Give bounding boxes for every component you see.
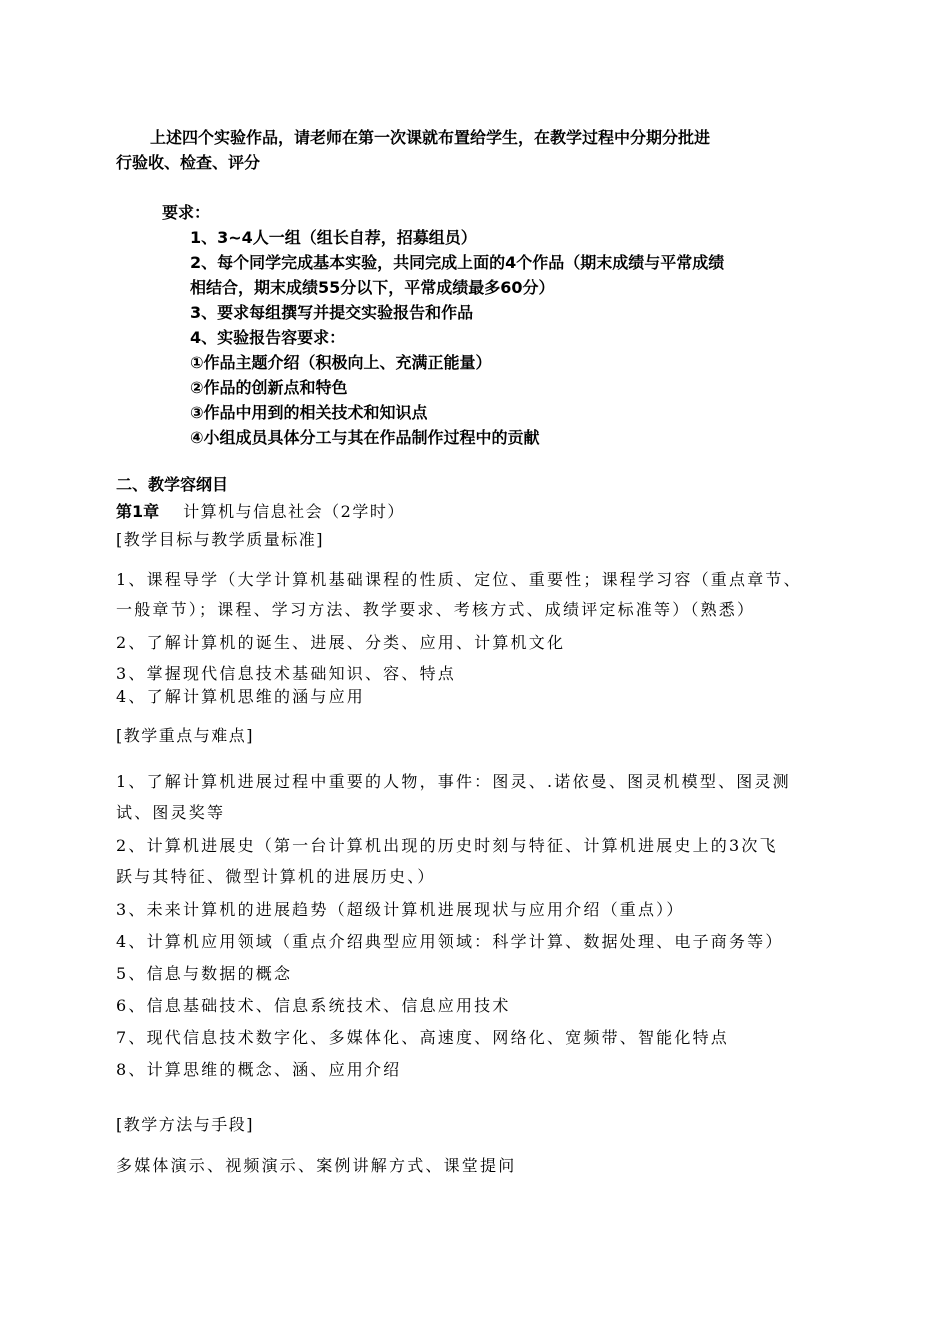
- objectives-line-2: 一般章节）；课程、学习方法、教学要求、考核方式、成绩评定标准等）（熟悉）: [116, 600, 756, 619]
- requirement-item-2: 2、每个同学完成基本实验，共同完成上面的4个作品（期末成绩与平常成绩: [190, 253, 725, 272]
- objectives-heading: [教学目标与教学质量标准]: [116, 530, 324, 549]
- report-item-3: ③作品中用到的相关技术和知识点: [190, 403, 428, 422]
- keypoints-line-4: 跃与其特征、微型计算机的进展历史、）: [116, 867, 436, 886]
- requirement-item-1: 1、3~4人一组（组长自荐，招募组员）: [190, 228, 477, 247]
- chapter-heading: [116, 500, 405, 524]
- requirement-item-4: 4、实验报告容要求：: [190, 328, 346, 347]
- keypoints-line-8: 6、信息基础技术、信息系统技术、信息应用技术: [116, 996, 511, 1015]
- requirement-item-2-cont: 相结合，期末成绩55分以下，平常成绩最多60分）: [190, 278, 555, 297]
- keypoints-line-7: 5、信息与数据的概念: [116, 964, 293, 983]
- keypoints-line-6: 4、计算机应用领域（重点介绍典型应用领域：科学计算、数据处理、电子商务等）: [116, 932, 784, 951]
- keypoints-heading: [教学重点与难点]: [116, 726, 254, 745]
- requirement-item-3: 3、要求每组撰写并提交实验报告和作品: [190, 303, 474, 322]
- requirements-heading: 要求：: [162, 203, 211, 222]
- keypoints-line-10: 8、计算思维的概念、涵、应用介绍: [116, 1060, 402, 1079]
- methods-text: 多媒体演示、视频演示、案例讲解方式、课堂提问: [116, 1156, 517, 1175]
- chapter-title: 计算机与信息社会（2学时）: [183, 502, 405, 521]
- keypoints-line-9: 7、现代信息技术数字化、多媒体化、高速度、网络化、宽频带、智能化特点: [116, 1028, 729, 1047]
- intro-line-1: 上述四个实验作品，请老师在第一次课就布置给学生，在教学过程中分期分批进: [150, 128, 711, 147]
- objectives-line-1: 1、课程导学（大学计算机基础课程的性质、定位、重要性；课程学习容（重点章节、: [116, 570, 802, 589]
- report-item-4: ④小组成员具体分工与其在作品制作过程中的贡献: [190, 428, 540, 447]
- keypoints-line-3: 2、计算机进展史（第一台计算机出现的历史时刻与特征、计算机进展史上的3次飞: [116, 836, 778, 855]
- methods-heading: [教学方法与手段]: [116, 1115, 254, 1134]
- report-item-2: ②作品的创新点和特色: [190, 378, 348, 397]
- objectives-line-5: 4、了解计算机思维的涵与应用: [116, 687, 365, 706]
- chapter-label: 第1章: [116, 502, 160, 521]
- section-heading: 二、教学容纲目: [116, 475, 229, 494]
- keypoints-line-1: 1、了解计算机进展过程中重要的人物，事件：图灵、.诺依曼、图灵机模型、图灵测: [116, 772, 791, 791]
- keypoints-line-5: 3、未来计算机的进展趋势（超级计算机进展现状与应用介绍（重点））: [116, 900, 685, 919]
- report-item-1: ①作品主题介绍（积极向上、充满正能量）: [190, 353, 492, 372]
- objectives-line-4: 3、掌握现代信息技术基础知识、容、特点: [116, 664, 456, 683]
- objectives-line-3: 2、了解计算机的诞生、进展、分类、应用、计算机文化: [116, 633, 566, 652]
- intro-line-2: 行验收、检查、评分: [116, 153, 261, 172]
- keypoints-line-2: 试、图灵奖等: [116, 803, 226, 822]
